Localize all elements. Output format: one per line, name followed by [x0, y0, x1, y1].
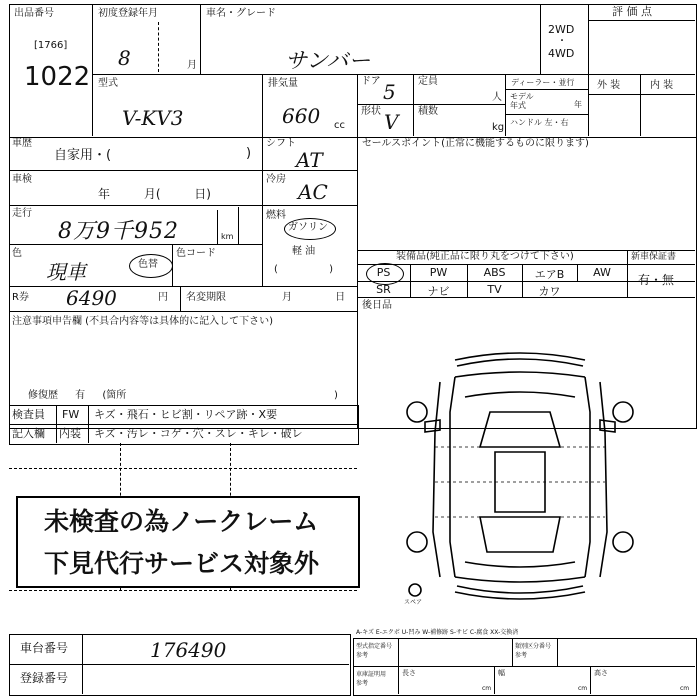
ticket-value: 6490 — [66, 286, 117, 310]
warranty-label: 新車保証書 — [631, 252, 677, 262]
warranty-value: 有・無 — [638, 273, 675, 287]
height-unit: cm — [680, 685, 690, 692]
color-change-label: 色替 — [138, 259, 158, 270]
equip-aw: AW — [593, 266, 611, 279]
capacity-label: 定員 — [418, 76, 438, 87]
fuel-paren: ( ) — [274, 264, 333, 275]
lot-number: 1022 — [24, 62, 91, 92]
length-label: 長さ — [402, 669, 416, 677]
equip-sr: SR — [376, 283, 391, 296]
inspector-fw-text: キズ・飛石・ヒビ割・リペア跡・X要 — [94, 408, 278, 421]
ref-model-number: 型式指定番号 参考 — [356, 643, 393, 659]
aircon-value: AC — [298, 180, 328, 204]
load-unit: kg — [492, 122, 505, 133]
km-unit: km — [221, 232, 234, 241]
shape-value: V — [384, 110, 399, 134]
equip-tv: TV — [487, 283, 502, 296]
handle-label: ハンドル 左・右 — [510, 118, 569, 127]
inspector-label-1: 検査員 — [12, 408, 45, 421]
model-label: 車名・グレード — [206, 8, 276, 19]
car-damage-diagram — [395, 352, 645, 612]
repair-label: 修復歴 有 (箇所 — [28, 390, 127, 401]
ref-garage: 車庫証明用 参考 — [356, 671, 387, 687]
drive-dot: ・ — [557, 36, 567, 47]
capacity-unit: 人 — [492, 92, 502, 103]
model-year-label: モデル 年式 — [510, 92, 534, 110]
equipment-label: 装備品(純正品に限り丸をつけて下さい) — [396, 251, 574, 262]
first-reg-label: 初度登録年月 — [98, 8, 158, 19]
type-label: 型式 — [98, 78, 118, 89]
rating-label: 評 価 点 — [612, 5, 652, 18]
ticket-label: R券 — [12, 292, 29, 303]
shift-value: AT — [296, 148, 323, 172]
model-name: サンバー — [285, 49, 371, 74]
shaken-value: 年 月( 日) — [98, 187, 211, 201]
type-value: V-KV3 — [122, 106, 184, 130]
mileage-label: 走行 — [12, 208, 32, 219]
inspector-interior: 内装 — [59, 427, 81, 440]
notes-label: 注意事項申告欄 (不具合内容等は具体的に記入して下さい) — [12, 316, 273, 327]
color-value: 現車 — [46, 260, 86, 284]
spare-label: スペア — [404, 599, 423, 606]
month-unit: 月 — [187, 60, 197, 71]
inspector-label-2: 記入欄 — [12, 427, 45, 440]
notice-line-2: 下見代行サービス対象外 — [44, 549, 320, 578]
length-unit: cm — [482, 685, 492, 692]
lot-id: [1766] — [34, 40, 68, 51]
shaken-label: 車検 — [12, 174, 32, 185]
year-unit: 年 — [574, 100, 582, 109]
yen-unit: 円 — [158, 292, 168, 303]
history-close: ) — [246, 146, 252, 161]
drive-2wd: 2WD — [548, 23, 575, 36]
fuel-gas: ガソリン — [288, 222, 328, 233]
equip-pw: PW — [429, 266, 448, 279]
doors-value: 5 — [383, 80, 396, 104]
notice-line-1: 未検査の為ノークレーム — [44, 507, 319, 536]
color-label: 色 — [12, 248, 22, 259]
inspector-interior-text: キズ・汚レ・コゲ・穴・スレ・キレ・破レ — [94, 427, 303, 440]
dealer-label: ディーラー・並行 — [511, 78, 575, 87]
load-label: 積数 — [418, 106, 438, 117]
inspector-fw: FW — [62, 408, 80, 421]
lot-label: 出品番号 — [14, 8, 54, 19]
fuel-diesel: 軽 油 — [292, 246, 316, 257]
displacement-unit: cc — [334, 120, 345, 131]
shift-label: シフト — [266, 138, 296, 149]
aftermarket-label: 後日品 — [362, 300, 392, 311]
aircon-label: 冷房 — [266, 174, 286, 185]
name-change-value: 月 日 — [282, 292, 346, 303]
chassis-value: 176490 — [150, 638, 227, 662]
equip-abs: ABS — [483, 266, 506, 279]
shape-label: 形状 — [361, 106, 381, 117]
sales-point-label: セールスポイント(正常に機能するものに限ります) — [362, 138, 589, 149]
equip-ps: PS — [376, 266, 391, 279]
first-reg-month: 8 — [118, 46, 131, 70]
fuel-label: 燃料 — [266, 210, 286, 221]
damage-legend: A-キズ E-エクボ U-凹み W-補修跡 S-サビ C-腐食 XX-交換済 — [356, 629, 519, 636]
reg-label: 登録番号 — [20, 671, 69, 685]
height-label: 高さ — [594, 669, 608, 677]
repair-close: ) — [334, 390, 338, 401]
displacement-label: 排気量 — [268, 78, 298, 89]
width-unit: cm — [578, 685, 588, 692]
name-change-label: 名変期限 — [186, 292, 226, 303]
equip-navi: ナビ — [427, 285, 450, 298]
color-code-label: 色コード — [176, 248, 216, 259]
equip-airbag: エアB — [534, 268, 565, 281]
interior-label: 内 装 — [650, 80, 674, 91]
equip-leather: カワ — [538, 285, 561, 298]
chassis-label: 車台番号 — [20, 641, 69, 655]
width-label: 幅 — [498, 669, 505, 677]
history-label: 車歴 — [12, 138, 32, 149]
exterior-label: 外 装 — [597, 80, 621, 91]
displacement-value: 660 — [282, 104, 321, 128]
drive-4wd: 4WD — [548, 47, 575, 60]
ref-class-number: 類別区分番号 参考 — [515, 643, 552, 659]
mileage-value: 8万9千952 — [58, 219, 179, 244]
history-value: 自家用・( — [54, 148, 112, 163]
doors-label: ドア — [361, 76, 381, 87]
